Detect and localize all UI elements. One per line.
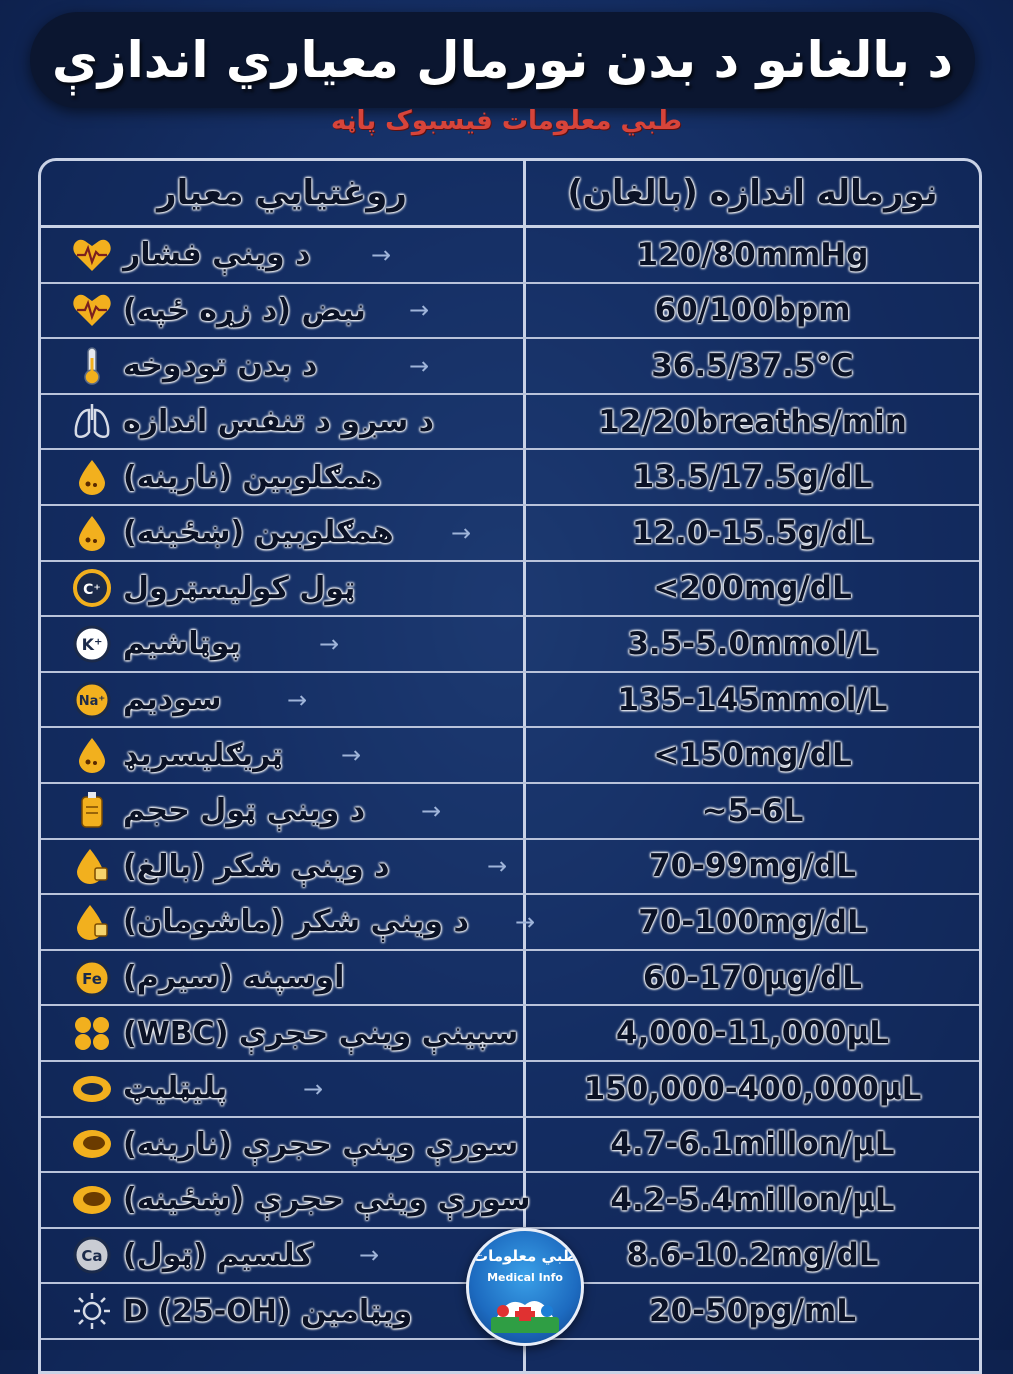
header-normal-range: نورماله اندازه (بالغان) <box>567 173 938 213</box>
table-row <box>41 840 979 896</box>
table-body <box>41 228 979 1340</box>
normal-value: 60/100bpm <box>654 292 851 329</box>
normal-value: 4.7-6.1millon/µL <box>610 1126 895 1163</box>
normal-value: 20-50pg/mL <box>649 1293 856 1330</box>
arrow-icon: → <box>303 1074 324 1103</box>
arrow-icon: → <box>409 351 430 380</box>
svg-text:K⁺: K⁺ <box>81 634 103 654</box>
cholesterol-icon <box>71 568 113 608</box>
parameter-cell <box>41 1006 523 1060</box>
parameter-label: پليټليټ <box>123 1071 228 1107</box>
parameter-label: د بدن تودوخه <box>123 348 318 384</box>
table-row <box>41 506 979 562</box>
value-cell <box>526 1006 979 1060</box>
arrow-icon: → <box>341 741 362 770</box>
title-banner <box>30 12 975 108</box>
normal-value: 4,000-11,000µL <box>615 1015 890 1052</box>
normal-value: 4.2-5.4millon/µL <box>610 1181 895 1218</box>
arrow-icon: → <box>287 685 308 714</box>
blood-drop-icon <box>71 457 113 497</box>
parameter-label: ټريګليسريډ <box>123 737 284 773</box>
svg-text:Ca: Ca <box>81 1247 103 1266</box>
table-row <box>41 1006 979 1062</box>
table-row <box>41 1173 979 1229</box>
parameter-cell <box>41 728 523 782</box>
normal-value: 135-145mmol/L <box>617 681 888 718</box>
blood-drop-icon <box>71 735 113 775</box>
parameter-cell <box>41 1284 523 1338</box>
table-row <box>41 951 979 1007</box>
normal-value: ~5-6L <box>701 792 804 829</box>
parameter-cell <box>41 1118 523 1172</box>
parameter-label: سپينې وينې حجرې (WBC) <box>123 1015 519 1051</box>
parameter-label: د وينې شکر (ماشومان) <box>123 904 469 940</box>
table-row <box>41 450 979 506</box>
heart-pulse-icon <box>71 235 113 275</box>
parameter-cell <box>41 395 523 449</box>
arrow-icon: → <box>371 240 392 269</box>
medical-kit-icon <box>489 1287 561 1335</box>
table-row <box>41 228 979 284</box>
sodium-icon <box>71 680 113 720</box>
parameter-label: د سږو د تنفس اندازه <box>123 404 435 440</box>
table-row <box>41 395 979 451</box>
platelet-icon <box>71 1069 113 1109</box>
normal-value: 3.5-5.0mmol/L <box>627 625 878 662</box>
normal-value: 60-170µg/dL <box>643 959 862 996</box>
parameter-label: سورې وينې حجرې (ښځينه) <box>123 1182 531 1218</box>
normal-value: 120/80mmHg <box>636 236 869 273</box>
normal-value: 70-99mg/dL <box>649 848 856 885</box>
parameter-label: کلسيم (ټول) <box>123 1237 313 1273</box>
parameter-cell <box>41 339 523 393</box>
parameter-cell <box>41 1229 523 1283</box>
normal-value: 36.5/37.5°C <box>651 347 854 384</box>
arrow-icon: → <box>359 1241 380 1270</box>
parameter-cell <box>41 562 523 616</box>
value-cell <box>526 562 979 616</box>
value-cell <box>526 728 979 782</box>
parameter-label: همګلوبين (نارينه) <box>123 459 382 495</box>
value-cell <box>526 1284 979 1338</box>
arrow-icon: → <box>319 629 340 658</box>
parameter-cell <box>41 1062 523 1116</box>
value-cell <box>526 1062 979 1116</box>
normal-value: 12.0-15.5g/dL <box>631 514 874 551</box>
medical-info-logo <box>466 1228 584 1346</box>
glucose-drop-icon <box>71 902 113 942</box>
parameter-label: سورې وينې حجرې (نارينه) <box>123 1126 519 1162</box>
parameter-cell <box>41 450 523 504</box>
table-header <box>41 161 979 228</box>
header-parameter: روغتيايي معيار <box>157 173 407 213</box>
normal-value: 8.6-10.2mg/dL <box>626 1237 879 1274</box>
parameter-cell <box>41 228 523 282</box>
table-row <box>41 284 979 340</box>
value-cell <box>526 951 979 1005</box>
arrow-icon: → <box>409 296 430 325</box>
parameter-cell <box>41 617 523 671</box>
logo-text-english: Medical Info <box>487 1271 563 1284</box>
blood-bag-icon <box>71 791 113 831</box>
value-cell <box>526 1173 979 1227</box>
svg-text:Na⁺: Na⁺ <box>78 693 106 709</box>
value-cell <box>526 506 979 560</box>
svg-text:Fe: Fe <box>82 969 102 988</box>
sun-icon <box>71 1291 113 1331</box>
value-cell <box>526 395 979 449</box>
parameter-cell <box>41 673 523 727</box>
parameter-label: اوسپنه (سيرم) <box>123 960 345 996</box>
parameter-cell <box>41 951 523 1005</box>
parameter-label: پوټاشيم <box>123 626 241 662</box>
value-cell <box>526 1118 979 1172</box>
thermometer-icon <box>71 346 113 386</box>
table-row <box>41 1062 979 1118</box>
parameter-cell <box>41 506 523 560</box>
parameter-label: ويټامين D (25-OH) <box>123 1293 413 1329</box>
parameter-label: سوديم <box>123 682 222 718</box>
lungs-icon <box>71 402 113 442</box>
calcium-icon <box>71 1235 113 1275</box>
table-row <box>41 1118 979 1174</box>
potassium-icon <box>71 624 113 664</box>
value-cell <box>526 617 979 671</box>
parameter-cell <box>41 784 523 838</box>
parameter-label: د وينې شکر (بالغ) <box>123 848 390 884</box>
svg-text:C⁺: C⁺ <box>83 582 101 599</box>
value-cell <box>526 339 979 393</box>
normal-value: <150mg/dL <box>653 737 852 774</box>
parameter-label: ټول کولیسټرول <box>123 570 356 606</box>
reference-table <box>38 158 982 1374</box>
white-cells-icon <box>71 1013 113 1053</box>
blood-drop-icon <box>71 513 113 553</box>
table-row <box>41 617 979 673</box>
parameter-label: همګلوبين (ښځينه) <box>123 515 394 551</box>
value-cell <box>526 840 979 894</box>
iron-icon <box>71 958 113 998</box>
table-row <box>41 784 979 840</box>
table-row <box>41 895 979 951</box>
table-row <box>41 339 979 395</box>
logo-text-arabic: طبي معلومات <box>473 1247 577 1265</box>
normal-value: 70-100mg/dL <box>638 903 867 940</box>
table-row <box>41 562 979 618</box>
parameter-cell <box>41 1173 531 1227</box>
normal-value: <200mg/dL <box>653 570 852 607</box>
value-cell <box>526 1229 979 1283</box>
parameter-label: د وينې ټول حجم <box>123 793 366 829</box>
table-row <box>41 728 979 784</box>
page-subtitle: طبي معلومات فیسبوک پاڼه <box>331 106 682 136</box>
parameter-label: د وينې فشار <box>123 237 311 273</box>
normal-value: 150,000-400,000µL <box>583 1070 922 1107</box>
value-cell <box>526 228 979 282</box>
value-cell <box>526 895 979 949</box>
value-cell <box>526 784 979 838</box>
parameter-cell <box>41 895 536 949</box>
red-cell-icon <box>71 1124 113 1164</box>
value-cell <box>526 673 979 727</box>
normal-value: 13.5/17.5g/dL <box>632 459 873 496</box>
arrow-icon: → <box>451 518 472 547</box>
value-cell <box>526 284 979 338</box>
page-title: د بالغانو د بدن نورمال معياري اندازې <box>51 31 954 89</box>
arrow-icon: → <box>515 907 536 936</box>
normal-value: 12/20breaths/min <box>598 403 907 440</box>
arrow-icon: → <box>487 852 508 881</box>
arrow-icon: → <box>421 796 442 825</box>
red-cell-icon <box>71 1180 113 1220</box>
parameter-label: نبض (د زړه ځپه) <box>123 292 366 328</box>
parameter-cell <box>41 840 523 894</box>
glucose-drop-icon <box>71 846 113 886</box>
value-cell <box>526 450 979 504</box>
heart-pulse-icon <box>71 290 113 330</box>
parameter-cell <box>41 284 523 338</box>
table-row <box>41 673 979 729</box>
